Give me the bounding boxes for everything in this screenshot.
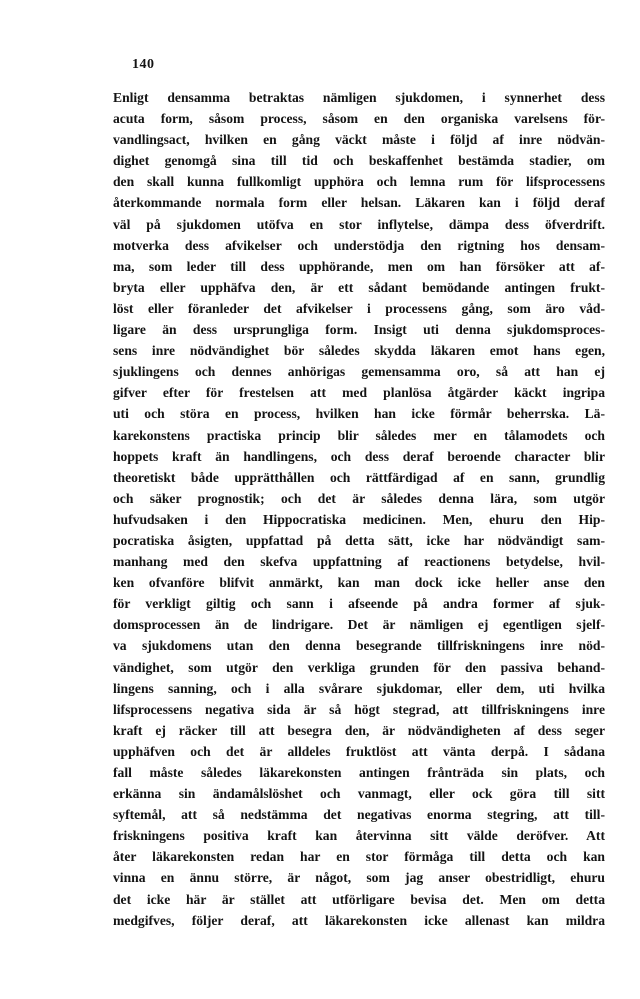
text-line: medgifves, följer deraf, att läkarekonsten icke allenast kan mildra	[113, 912, 605, 928]
body-text	[113, 87, 605, 931]
text-line: va sjukdomens utan den denna besegrande tillfriskningens inre nöd-	[113, 638, 605, 654]
text-line: uti och störa en process, hvilken han icke förmår beherrska. Lä-	[113, 406, 605, 422]
text-line: vandlingsact, hvilken en gång väckt måste i följd af inre nödvän-	[113, 132, 605, 148]
text-line: erkänna sin ändamålslöshet och vanmagt, eller ock göra till sitt	[113, 786, 605, 802]
text-line: väl på sjukdomen utöfva en stor inflytelse, dämpa dess öfverdrift.	[113, 216, 605, 232]
text-line: manhang med den skefva uppfattning af reactionens betydelse, hvil-	[113, 554, 605, 570]
text-line: ligare än dess ursprungliga form. Insigt uti denna sjukdomsproces-	[113, 322, 605, 338]
text-line: domsprocessen än de lindrigare. Det är nämligen ej egentligen sjelf-	[113, 617, 605, 633]
text-line: ken ofvanföre blifvit anmärkt, kan man dock icke heller anse den	[113, 575, 605, 591]
text-line: sjuklingens och dennes anhörigas gemensamma oro, så att han ej	[113, 364, 605, 380]
text-line: åter läkarekonsten redan har en stor förmåga till detta och kan	[113, 849, 605, 865]
page-number: 140	[132, 57, 155, 72]
text-line: sens inre nödvändighet bör således skydda läkaren emot hans egen,	[113, 343, 605, 359]
text-line: theoretiskt både upprätthållen och rättfärdigad af en sann, grundlig	[113, 469, 605, 485]
text-line: återkommande normala form eller helsan. Läkaren kan i följd deraf	[113, 195, 605, 211]
text-line: lifsprocessens negativa sida är så högt stegrad, att tillfriskningens inre	[113, 701, 605, 717]
text-line: ma, som leder till dess upphörande, men om han försöker att af-	[113, 258, 605, 274]
text-line: kraft ej räcker till att besegra den, är nödvändigheten af dess seger	[113, 722, 605, 738]
text-line: lingens sanning, och i alla svårare sjukdomar, eller dem, uti hvilka	[113, 680, 605, 696]
text-line: hufvudsaken i den Hippocratiska medicinen. Men, ehuru den Hip-	[113, 511, 605, 527]
text-line: för verkligt giltig och sann i afseende på andra former af sjuk-	[113, 596, 605, 612]
text-line: det icke här är stället att utförligare bevisa det. Men om detta	[113, 891, 605, 907]
text-line: friskningens positiva kraft kan återvinna sitt välde deröfver. Att	[113, 828, 605, 844]
text-line: fall måste således läkarekonsten antingen frånträda sin plats, och	[113, 765, 605, 780]
text-line: dighet genomgå sina till tid och beskaffenhet bestämda stadier, om	[113, 153, 605, 169]
text-line: gifver efter för frestelsen att med planlösa åtgärder käckt ingripa	[113, 385, 605, 401]
text-line: Enligt densamma betraktas nämligen sjukdomen, i synnerhet dess	[113, 90, 605, 105]
text-line: den skall kunna fullkomligt upphöra och lemna rum för lifsprocessens	[113, 174, 605, 190]
text-line: vändighet, som utgör den verkliga grunden för den passiva behand-	[113, 659, 605, 675]
text-line: bryta eller upphäfva den, är ett sådant bemödande antingen frukt-	[113, 279, 605, 295]
text-line: upphäfven och det är alldeles fruktlöst att vänta derpå. I sådana	[113, 743, 605, 759]
text-line: pocratiska åsigten, uppfattad på detta sätt, icke har nödvändigt sam-	[113, 532, 605, 548]
text-line: löst eller föranleder det afvikelser i processens gång, som äro våd-	[113, 300, 605, 316]
text-line: karekonstens practiska princip blir således mer en tålamodets och	[113, 427, 605, 443]
text-line: acuta form, såsom process, såsom en den organiska varelsens för-	[113, 111, 605, 127]
text-line: syftemål, att så nedstämma det negativas enorma stegring, att till-	[113, 807, 605, 823]
text-line: och säker prognostik; och det är således denna lära, som utgör	[113, 490, 605, 506]
text-line: vinna en ännu större, är något, som jag anser obestridligt, ehuru	[113, 870, 605, 886]
text-line: hoppets kraft än handlingens, och dess deraf beroende character blir	[113, 448, 605, 464]
text-line: motverka dess afvikelser och understödja den rigtning hos densam-	[113, 237, 605, 253]
